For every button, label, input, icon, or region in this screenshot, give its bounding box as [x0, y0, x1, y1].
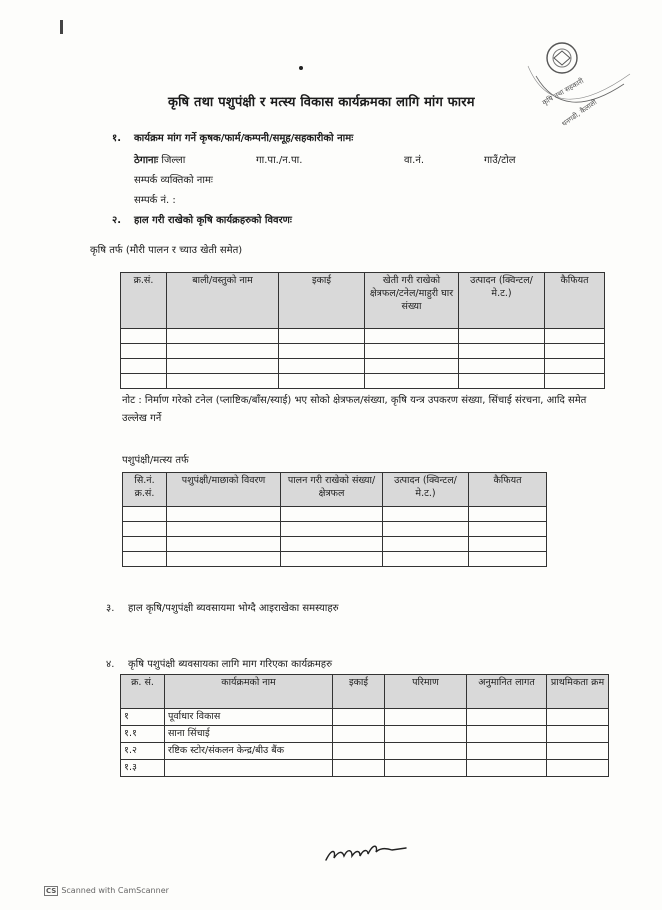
livestock-col-description: पशुपंक्षी/माछाको विवरण [167, 473, 281, 507]
program-row-name: साना सिंचाई [165, 726, 333, 743]
livestock-table [122, 472, 547, 567]
table-row [123, 537, 547, 552]
scan-speck [299, 66, 303, 70]
table-row [121, 760, 609, 777]
program-row-name: पूर्वाधार विकास [165, 709, 333, 726]
contact-number-label: सम्पर्क नं. : [134, 195, 176, 206]
scanner-watermark: CS Scanned with CamScanner [46, 886, 169, 895]
program-row-number: १.१ [121, 726, 165, 743]
programs-table [120, 674, 609, 777]
table-row [123, 552, 547, 567]
livestock-col-serial: सि.नं. क्र.सं. [123, 473, 167, 507]
svg-text:कृषि तथा सहकारी: कृषि तथा सहकारी [540, 76, 586, 107]
program-row-number: १.३ [121, 760, 165, 777]
programs-col-serial: क्र. सं. [121, 675, 165, 709]
agri-note: नोट : निर्माण गरेको टनेल (प्लाष्टिक/बाँस/स्याई) भए सोको क्षेत्रफल/संख्या, कृषि यन्त्र उपकरण संख्या, सिंचाई संरचना, आदि समेत उल्लेख गर्ने [122, 395, 587, 424]
table-row [121, 374, 605, 389]
programs-col-priority: प्राथमिकता क्रम [547, 675, 609, 709]
svg-text:धनगढी, कैलाली: धनगढी, कैलाली [560, 98, 599, 128]
agri-col-serial: क्र.सं. [121, 273, 167, 329]
table-row [121, 743, 609, 760]
address-row [134, 152, 185, 166]
livestock-col-remarks: कैफियत [469, 473, 547, 507]
programs-col-quantity: परिमाण [385, 675, 467, 709]
section-3-heading: ३. हाल कृषि/पशुपंक्षी ब्यवसायमा भोग्दै आइराखेका समस्याहरु [106, 603, 339, 614]
section-1-heading: १. कार्यक्रम मांग गर्ने कृषक/फार्म/कम्पनी/समूह/सहकारीको नामः [112, 133, 354, 144]
section-2-heading: २. हाल गरी राखेको कृषि कार्यक्रहरुको विवरणः [112, 215, 292, 226]
table-row [121, 359, 605, 374]
program-row-number: १ [121, 709, 165, 726]
office-seal-stamp [524, 36, 632, 128]
table-row [123, 522, 547, 537]
livestock-col-production: उत्पादन (क्विन्टल/मे.ट.) [383, 473, 469, 507]
ward-label: वा.नं. [404, 155, 425, 166]
program-row-name [165, 760, 333, 777]
scan-artifact [60, 20, 63, 34]
table-row [121, 726, 609, 743]
programs-col-cost: अनुमानित लागत [467, 675, 547, 709]
form-title: कृषि तथा पशुपंक्षी र मत्स्य विकास कार्यक्रमका लागि मांग फारम [168, 95, 475, 110]
camscanner-logo-icon: CS [46, 887, 57, 895]
municipality-label: गा.पा./न.पा. [256, 155, 303, 166]
tole-label: गाउँ/टोल [484, 155, 516, 166]
programs-col-name: कार्यक्रमको नाम [165, 675, 333, 709]
district-label: जिल्ला [161, 155, 186, 166]
agri-section-label: कृषि तर्फ (मौरी पालन र च्याउ खेती समेत) [90, 245, 243, 256]
livestock-col-count: पालन गरी राखेको संख्या/क्षेत्रफल [281, 473, 383, 507]
program-row-name: रष्टिक स्टोर/संकलन केन्द्र/बीउ बैंक [165, 743, 333, 760]
programs-col-unit: इकाई [333, 675, 385, 709]
program-row-number: १.२ [121, 743, 165, 760]
handwritten-signature [322, 838, 412, 868]
agri-table [120, 272, 605, 389]
address-label: ठेगानाः [134, 155, 159, 166]
table-row [121, 709, 609, 726]
table-row [121, 329, 605, 344]
contact-person-label: सम्पर्क व्यक्तिको नामः [134, 175, 213, 186]
livestock-section-label: पशुपंक्षी/मत्स्य तर्फ [122, 455, 189, 466]
section-4-heading: ४. कृषि पशुपंक्षी ब्यवसायका लागि माग गरिएका कार्यक्रमहरु [106, 659, 333, 670]
table-row [121, 344, 605, 359]
agri-col-production: उत्पादन (क्विन्टल/मे.ट.) [459, 273, 545, 329]
agri-col-crop: बाली/वस्तुको नाम [167, 273, 279, 329]
table-row [123, 507, 547, 522]
agri-col-unit: इकाई [279, 273, 365, 329]
agri-col-remarks: कैफियत [545, 273, 605, 329]
agri-col-area: खेती गरी राखेको क्षेत्रफल/टनेल/माहुरी घार संख्या [365, 273, 459, 329]
